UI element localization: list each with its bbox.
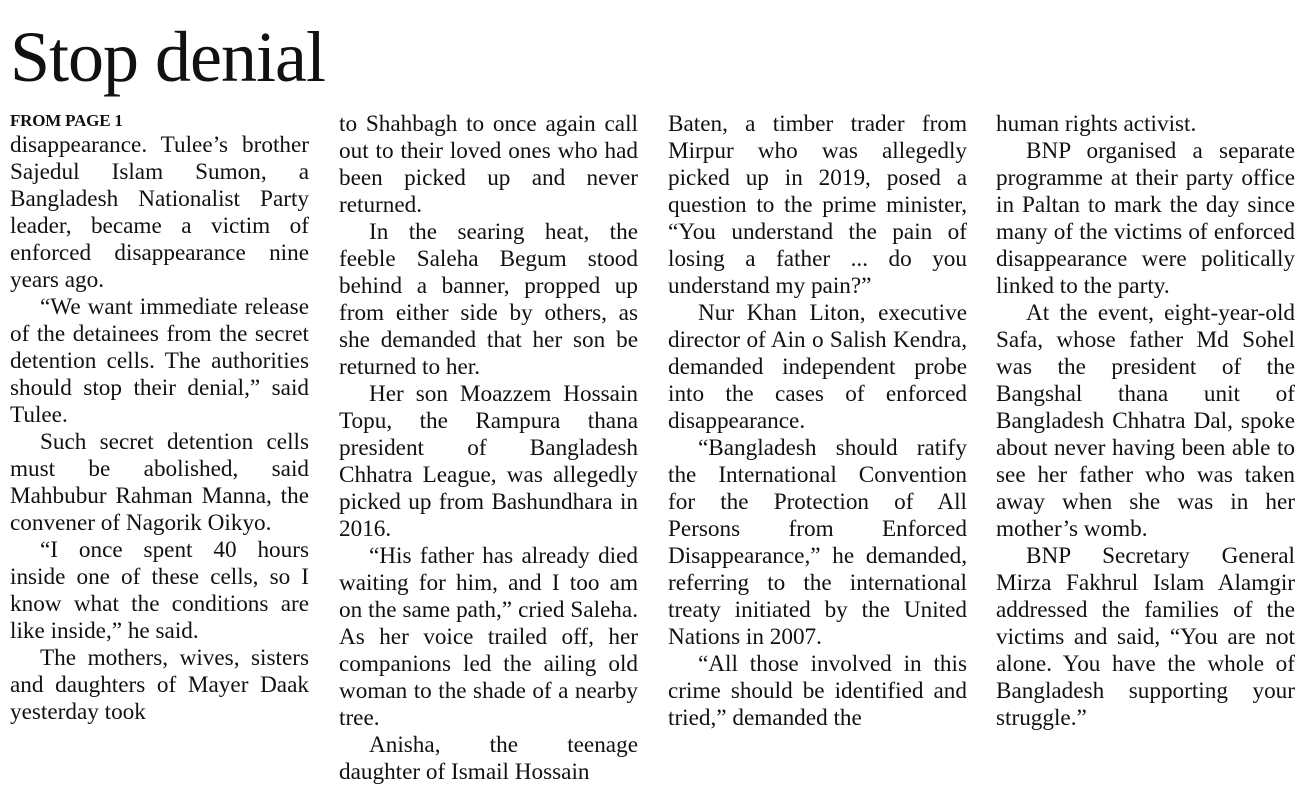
paragraph: “All those involved in this crime should be identified and tried,” demanded the: [668, 651, 967, 731]
paragraph: to Shahbagh to once again call out to their loved ones who had been picked up and never returned.: [339, 111, 638, 218]
paragraph: disappearance. Tulee’s brother Sajedul Islam Sumon, a Bangladesh Nationalist Party leader, became a victim of enforced disappearance nine years ago.: [10, 132, 309, 293]
paragraph: human rights activist.: [996, 111, 1197, 137]
paragraph: At the event, eight-year-old Safa, whose father Md Sohel was the president of the Bangshal thana unit of Bangladesh Chhatra Dal, spoke about never having been able to see her father who was taken away when she was in her mother’s womb.: [996, 300, 1295, 542]
kicker-from-page: FROM PAGE 1: [10, 111, 123, 130]
article-column-2: [339, 111, 638, 793]
paragraph: “I once spent 40 hours inside one of these cells, so I know what the conditions are like inside,” he said.: [10, 537, 309, 644]
paragraph: Anisha, the teenage daughter of Ismail Hossain: [339, 732, 638, 785]
paragraph: “Bangladesh should ratify the International Convention for the Protection of All Persons from Enforced Disappearance,” he demanded, referring to the international treaty initiated by the United Nations in 2007.: [668, 435, 967, 650]
paragraph: Baten, a timber trader from Mirpur who was allegedly picked up in 2019, posed a question to the prime minister, “You understand the pain of losing a father ... do you understand my pain?”: [668, 111, 967, 299]
paragraph: Her son Moazzem Hossain Topu, the Rampura thana president of Bangladesh Chhatra League, was allegedly picked up from Bashundhara in 2016.: [339, 381, 638, 542]
paragraph: BNP organised a separate programme at their party office in Paltan to mark the day since many of the victims of enforced disappearance were politically linked to the party.: [996, 138, 1295, 299]
paragraph: The mothers, wives, sisters and daughters of Mayer Daak yesterday took: [10, 645, 309, 725]
headline: Stop denial: [10, 17, 325, 97]
article-column-3: [668, 111, 967, 793]
article-column-4: [996, 111, 1295, 793]
paragraph: BNP Secretary General Mirza Fakhrul Islam Alamgir addressed the families of the victims and said, “You are not alone. You have the whole of Bangladesh supporting your struggle.”: [996, 543, 1295, 731]
paragraph: In the searing heat, the feeble Saleha Begum stood behind a banner, propped up from either side by others, as she demanded that her son be returned to her.: [339, 219, 638, 380]
paragraph: “We want immediate release of the detainees from the secret detention cells. The authorities should stop their denial,” said Tulee.: [10, 294, 309, 428]
paragraph: Nur Khan Liton, executive director of Ain o Salish Kendra, demanded independent probe into the cases of enforced disappearance.: [668, 300, 967, 434]
article-column-1: [10, 110, 309, 792]
paragraph: “His father has already died waiting for him, and I too am on the same path,” cried Saleha. As her voice trailed off, her companions led the ailing old woman to the shade of a nearby tree.: [339, 543, 638, 731]
paragraph: Such secret detention cells must be abolished, said Mahbubur Rahman Manna, the convener of Nagorik Oikyo.: [10, 429, 309, 536]
